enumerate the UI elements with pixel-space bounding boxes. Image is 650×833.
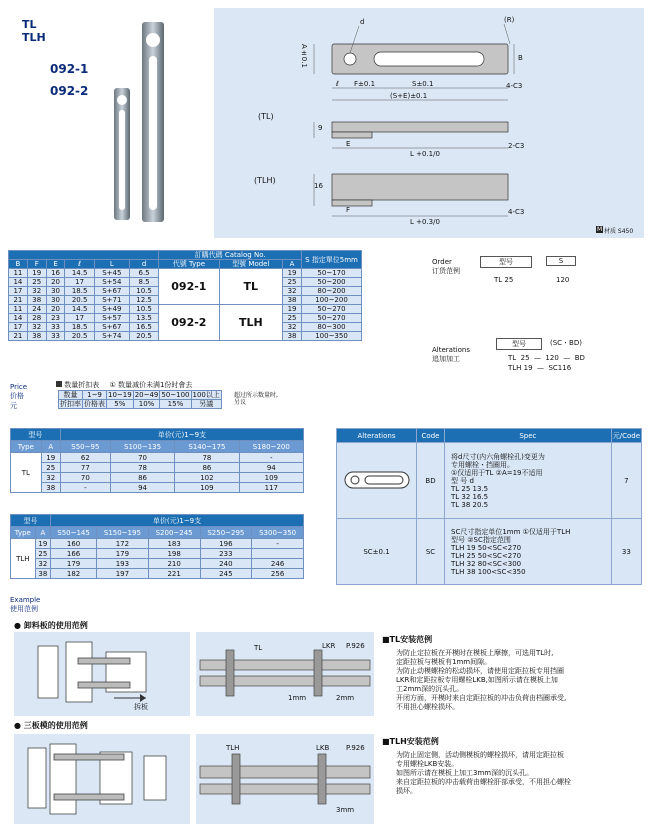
example-sec2: ● 三板模的使用范例 <box>14 721 88 730</box>
label-3mm: 3mm <box>336 806 355 814</box>
table-cell: 32 <box>283 323 302 332</box>
qty-cell: 1~9 <box>83 391 107 400</box>
sc-spec-line: TLH 25 50<SC<270 <box>451 551 522 560</box>
alt-col-price: 元/Code <box>611 429 641 443</box>
tl-note-line: 开闭方面，开模时来自定距拉板的冲击负荷由档圈承受, <box>396 694 567 702</box>
table-cell: S+74 <box>94 332 129 341</box>
order-ex-s: 120 <box>556 276 570 284</box>
order-label: Order <box>432 258 452 266</box>
table-cell: S+67 <box>94 323 129 332</box>
table-cell: 32 <box>27 323 46 332</box>
tl-notes <box>382 634 644 712</box>
tl-subheader: Type <box>11 441 42 453</box>
alter-example <box>432 346 470 364</box>
table-cell: 100~350 <box>302 332 362 341</box>
price-label-cn: 价格 <box>10 392 24 400</box>
price-cell: 78 <box>110 463 174 473</box>
example-panel-1 <box>14 632 190 716</box>
table-cell: 16 <box>46 269 65 278</box>
table-cell: 14 <box>9 314 28 323</box>
qty-cell: 20~49 <box>134 391 159 399</box>
table-cell: 20.5 <box>65 296 94 305</box>
example-label-cn: 使用范例 <box>10 605 38 613</box>
price-label-unit: 元 <box>10 402 17 410</box>
order-box-s: S <box>546 256 576 266</box>
price-cell: 38 <box>35 569 50 579</box>
price-cell: 62 <box>60 453 110 463</box>
table-cell: 33 <box>46 323 65 332</box>
tl-note-line: 为防止动模螺栓的松动损坏，请使用定距拉板专用挡圈 <box>396 667 564 675</box>
rate-cell: 价格表 <box>84 400 105 408</box>
model-cell: TL <box>219 269 283 305</box>
price-cell: - <box>239 453 303 463</box>
table-cell: 13.5 <box>129 314 158 323</box>
order-box-model: 型号 <box>480 256 532 268</box>
price-label <box>10 383 27 411</box>
tlh-head-price: 单价(元)1~9支 <box>51 515 304 527</box>
alt-col-code: Code <box>417 429 445 443</box>
table-row <box>11 463 304 473</box>
price-cell: 38 <box>41 483 60 493</box>
code-092-2: 092-2 <box>50 84 89 98</box>
col-a: A <box>283 260 302 269</box>
sc-spec-line: SC尺寸指定单位1mm ①仅适用于TLH <box>451 527 571 536</box>
label-lkr: LKR <box>322 642 336 650</box>
qty-cell: 10~19 <box>108 391 132 399</box>
tl-subheader: S100~135 <box>110 441 174 453</box>
label-tl: (TL) <box>258 112 274 121</box>
tl-note-line: 定距拉板与模板有1mm间隙。 <box>396 658 492 666</box>
sc-spec <box>445 519 612 585</box>
bd-spec <box>445 443 612 519</box>
alt-col-spec: Spec <box>445 429 612 443</box>
tl-subheader: S140~175 <box>175 441 239 453</box>
rate-cell: 折扣率 <box>60 400 81 408</box>
title-tlh: TLH <box>22 31 46 44</box>
model-cell: TLH <box>219 305 283 341</box>
col-s: S 指定單位5mm <box>302 251 362 269</box>
table-cell: 17 <box>65 314 94 323</box>
rate-cell: 15% <box>160 400 191 409</box>
price-cell: 166 <box>51 549 97 559</box>
three-plate-diagram <box>14 734 190 824</box>
table-row <box>11 559 304 569</box>
price-cell: 32 <box>41 473 60 483</box>
tl-notes-title: ■TL安装范例 <box>382 635 433 644</box>
tlh-note-line: 损坏。 <box>396 787 417 795</box>
tlh-subheader: S50~145 <box>51 527 97 539</box>
dim-l1: ℓ <box>336 80 339 88</box>
sc-alt: SC±0.1 <box>337 519 417 585</box>
order-ex-model: TL 25 <box>494 276 514 284</box>
table-cell: 17 <box>9 287 28 296</box>
price-cell: 19 <box>35 539 50 549</box>
alter-box-code: (SC・BD) <box>550 339 582 347</box>
tlh-subheader: S150~195 <box>97 527 149 539</box>
order-example <box>432 258 460 276</box>
sc-spec-line: 型号 ②SC指定范围 <box>451 535 511 544</box>
price-cell: 182 <box>51 569 97 579</box>
alter-label-cn: 追加加工 <box>432 355 460 363</box>
table-row <box>11 569 304 579</box>
table-cell: 28 <box>27 314 46 323</box>
dim-2c3: 2-C3 <box>508 142 525 150</box>
table-cell: 21 <box>9 296 28 305</box>
table-cell: 32 <box>27 287 46 296</box>
table-cell: 50~270 <box>302 314 362 323</box>
label-tlh: (TLH) <box>254 176 276 185</box>
price-cell: 86 <box>110 473 174 483</box>
plate-slot-icon <box>341 460 413 500</box>
spec-table <box>8 250 362 341</box>
tl-note-line: LKR和定距拉板专用螺栓LKB,如图所示请在模板上加 <box>396 676 558 684</box>
dim-16: 16 <box>314 182 323 190</box>
table-cell: 38 <box>283 296 302 305</box>
table-cell: 12.5 <box>129 296 158 305</box>
price-cell: 198 <box>148 549 200 559</box>
price-cell: 246 <box>252 559 304 569</box>
discount-table <box>58 390 222 409</box>
table-cell: 11 <box>9 305 28 314</box>
table-row <box>9 305 362 314</box>
table-cell: 11 <box>9 269 28 278</box>
tlh-subheader: S200~245 <box>148 527 200 539</box>
table-cell: 20.5 <box>65 332 94 341</box>
table-cell: 25 <box>283 314 302 323</box>
table-cell: 20.5 <box>129 332 158 341</box>
order-label-cn: 订货范例 <box>432 267 460 275</box>
table-cell: 8.5 <box>129 278 158 287</box>
type-code-cell: 092-1 <box>159 269 219 305</box>
bd-spec-line: 专用螺栓・挡圈用。 <box>451 460 514 469</box>
table-cell: 30 <box>46 287 65 296</box>
technical-drawing <box>214 8 644 238</box>
label-1mm: 1mm <box>288 694 307 702</box>
material-badge: M <box>597 226 603 233</box>
alterations-table <box>336 428 642 585</box>
col-L: L <box>94 260 129 269</box>
tl-note-line: 不用担心螺栓损坏。 <box>396 703 459 711</box>
bd-illustration <box>337 443 417 519</box>
tl-subheader: A <box>41 441 60 453</box>
table-cell: 16.5 <box>129 323 158 332</box>
label-p926-a: P.926 <box>346 642 365 650</box>
legend-qty: 数量折扣表 <box>64 381 100 389</box>
table-cell: 80~200 <box>302 287 362 296</box>
table-cell: 17 <box>65 278 94 287</box>
bd-spec-line: TL 25 13.5 <box>451 484 489 493</box>
tl-subheader: S180~200 <box>239 441 303 453</box>
table-cell: 14 <box>9 278 28 287</box>
price-table-tl <box>10 428 304 493</box>
title-tl: TL <box>22 18 37 31</box>
bd-spec-line: 将d尺寸(内六角螺栓孔)变更为 <box>451 452 545 461</box>
table-cell: S+67 <box>94 287 129 296</box>
price-cell: 233 <box>200 549 252 559</box>
example-sec1: ● 卸料板的使用范例 <box>14 621 88 630</box>
rate-cell: 另議 <box>191 400 221 409</box>
table-row <box>11 539 304 549</box>
price-cell: 109 <box>175 483 239 493</box>
table-cell: 20 <box>46 278 65 287</box>
price-cell: 179 <box>97 549 149 559</box>
material-label: 材质 S450 <box>604 228 634 235</box>
rate-cell: 5% <box>107 400 134 409</box>
col-b: B <box>9 260 28 269</box>
product-photo <box>110 16 180 226</box>
price-cell: 109 <box>239 473 303 483</box>
alt-col-alt: Alterations <box>337 429 417 443</box>
qty-cell: 100以上 <box>192 391 220 399</box>
code-092-1: 092-1 <box>50 62 89 76</box>
tl-note-line: 工2mm深的沉头孔。 <box>396 685 464 693</box>
table-cell: 30 <box>46 296 65 305</box>
table-cell: 100~200 <box>302 296 362 305</box>
table-cell: 6.5 <box>129 269 158 278</box>
table-cell: 80~300 <box>302 323 362 332</box>
table-cell: 19 <box>27 269 46 278</box>
price-cell: 70 <box>60 473 110 483</box>
bd-spec-line: TL 32 16.5 <box>451 492 489 501</box>
table-cell: S+45 <box>94 269 129 278</box>
tlh-subheader: S250~295 <box>200 527 252 539</box>
sc-spec-line: TLH 38 100<SC<350 <box>451 567 526 576</box>
label-2mm: 2mm <box>336 694 355 702</box>
price-cell: 70 <box>110 453 174 463</box>
product-titles <box>22 18 46 44</box>
table-cell: 23 <box>46 314 65 323</box>
legend-note: ① 数量减价未满1份时會去 <box>109 381 193 389</box>
qty-cell: 数量 <box>59 391 83 400</box>
table-cell: 18.5 <box>65 287 94 296</box>
price-cell: 25 <box>41 463 60 473</box>
alter-label: Alterations <box>432 346 471 354</box>
legend-square-icon <box>56 381 62 387</box>
bd-price: 7 <box>611 443 641 519</box>
sec2-text: 三板模的使用范例 <box>23 721 88 730</box>
tl-type-cell: TL <box>11 453 42 493</box>
price-cell: 197 <box>97 569 149 579</box>
price-cell: 78 <box>175 453 239 463</box>
stripper-diagram <box>14 632 190 716</box>
bd-spec-line: TL 38 20.5 <box>451 500 489 509</box>
table-cell: 38 <box>27 332 46 341</box>
price-cell: 94 <box>110 483 174 493</box>
table-cell: 10.5 <box>129 287 158 296</box>
table-cell: 50~200 <box>302 278 362 287</box>
dim-r: (R) <box>504 16 515 24</box>
dim-9: 9 <box>318 124 323 132</box>
table-row <box>11 549 304 559</box>
drawing-panel <box>214 8 644 238</box>
qty-cell: 50~100 <box>161 391 190 399</box>
table-cell: 32 <box>283 287 302 296</box>
price-cell: 19 <box>41 453 60 463</box>
price-cell: 183 <box>148 539 200 549</box>
table-cell: S+54 <box>94 278 129 287</box>
table-cell: 21 <box>9 332 28 341</box>
dim-se: (S+E)±0.1 <box>390 92 428 100</box>
catalog-table <box>8 250 362 341</box>
tlh-type-cell: TLH <box>11 539 36 579</box>
price-table-tlh <box>10 514 304 579</box>
col-f: F <box>27 260 46 269</box>
dim-a: A±0.1 <box>300 44 308 68</box>
dim-b: B <box>518 54 523 62</box>
tlh-note-line: 如图所示请在模板上加工3mm深的沉头孔。 <box>396 769 534 777</box>
price-cell: 32 <box>35 559 50 569</box>
table-cell: 10.5 <box>129 305 158 314</box>
price-label-en: Price <box>10 383 28 391</box>
table-cell: S+57 <box>94 314 129 323</box>
product-image <box>110 16 180 224</box>
table-cell: 50~170 <box>302 269 362 278</box>
dim-l-tl: L +0.1/0 <box>410 150 440 158</box>
example-panel-3 <box>14 734 190 824</box>
table-row <box>11 453 304 463</box>
type-code-cell: 092-2 <box>159 305 219 341</box>
sc-price: 33 <box>611 519 641 585</box>
dim-e: E <box>346 140 351 148</box>
example-label <box>10 596 40 614</box>
price-cell: 240 <box>200 559 252 569</box>
table-cell: 25 <box>283 278 302 287</box>
example-panel-4 <box>196 734 374 824</box>
dim-l-tlh: L +0.3/0 <box>410 218 440 226</box>
tlh-subheader: A <box>35 527 50 539</box>
table-cell: 14.5 <box>65 305 94 314</box>
table-cell: 19 <box>283 269 302 278</box>
discount-legend <box>56 380 192 390</box>
col-type: 代號 Type <box>159 260 219 269</box>
table-cell: 20 <box>46 305 65 314</box>
alter-box-model: 型号 <box>496 338 542 350</box>
dim-f: F±0.1 <box>354 80 376 88</box>
table-cell: 33 <box>46 332 65 341</box>
price-cell: 245 <box>200 569 252 579</box>
tlh-subheader: S300~350 <box>252 527 304 539</box>
example-panel-2 <box>196 632 374 716</box>
tl-note-line: 为防止定拉板在开模时在模板上摩擦，可选用TL时, <box>396 649 554 657</box>
catalog-header: 訂購代碼 Catalog No. <box>159 251 302 260</box>
tlh-note-line: 来自定距拉板的冲击载荷由螺栓肝部承受，不用担心螺栓 <box>396 778 571 786</box>
table-cell: 38 <box>27 296 46 305</box>
tl-head-type: 型号 <box>11 429 61 441</box>
dim-4c3-a: 4-C3 <box>506 82 523 90</box>
table-cell: S+49 <box>94 305 129 314</box>
price-cell: 77 <box>60 463 110 473</box>
price-cell: 25 <box>35 549 50 559</box>
tl-subheader: S50~95 <box>60 441 110 453</box>
col-model: 型號 Model <box>219 260 283 269</box>
bd-spec-line: ①仅适用于TL ②A=19不适用 <box>451 468 543 477</box>
tl-head-price: 单价(元)1~9支 <box>60 429 303 441</box>
bd-code: BD <box>417 443 445 519</box>
example-label-en: Example <box>10 596 41 604</box>
bd-spec-line: 型 号 d <box>451 476 474 485</box>
dim-4c3-b: 4-C3 <box>508 208 525 216</box>
alter-ex2: TLH 19 — SC116 <box>508 364 572 372</box>
col-e: E <box>46 260 65 269</box>
col-l: ℓ <box>65 260 94 269</box>
table-cell: 50~270 <box>302 305 362 314</box>
table-cell: 25 <box>27 278 46 287</box>
table-cell: 24 <box>27 305 46 314</box>
alter-ex1: TL 25 — 120 — BD <box>508 354 585 362</box>
table-row <box>9 269 362 278</box>
sc-spec-line: TLH 32 80<SC<300 <box>451 559 522 568</box>
sc-code: SC <box>417 519 445 585</box>
tlh-notes-title: ■TLH安装范例 <box>382 737 439 746</box>
label-tl-ex: TL <box>254 644 263 652</box>
price-cell: - <box>60 483 110 493</box>
discount-note: 超过所示数量时, 另议 <box>234 392 278 406</box>
rate-cell: 10% <box>133 400 160 409</box>
dim-s: S±0.1 <box>412 80 434 88</box>
table-cell: S+71 <box>94 296 129 305</box>
price-cell: 117 <box>239 483 303 493</box>
price-cell: 94 <box>239 463 303 473</box>
label-p926-b: P.926 <box>346 744 365 752</box>
tlh-notes <box>382 736 644 796</box>
tlh-note-line: 专用螺栓LKB安装。 <box>396 760 459 768</box>
table-cell: 38 <box>283 332 302 341</box>
price-cell: 86 <box>175 463 239 473</box>
tlh-note-line: 为防止固定侧，活动侧模板的螺栓损坏，请用定距拉板 <box>396 751 564 759</box>
sec1-text: 卸料板的使用范例 <box>23 621 88 630</box>
price-cell: 172 <box>97 539 149 549</box>
price-cell: 160 <box>51 539 97 549</box>
price-cell: - <box>252 539 304 549</box>
price-cell: 256 <box>252 569 304 579</box>
dim-d: d <box>360 18 365 26</box>
arrow-label: 拆板 <box>134 703 148 711</box>
price-cell: 102 <box>175 473 239 483</box>
sc-spec-line: TLH 19 50<SC<270 <box>451 543 522 552</box>
price-cell: 221 <box>148 569 200 579</box>
table-cell: 18.5 <box>65 323 94 332</box>
price-cell: 193 <box>97 559 149 569</box>
price-cell: 210 <box>148 559 200 569</box>
price-cell: 196 <box>200 539 252 549</box>
table-cell: 17 <box>9 323 28 332</box>
dim-f2: F <box>346 206 351 214</box>
price-cell <box>252 549 304 559</box>
table-row <box>11 473 304 483</box>
tlh-subheader: Type <box>11 527 36 539</box>
table-cell: 14.5 <box>65 269 94 278</box>
price-cell: 179 <box>51 559 97 569</box>
col-d: d <box>129 260 158 269</box>
tlh-head-type: 型号 <box>11 515 51 527</box>
label-lkb: LKB <box>316 744 330 752</box>
label-tlh-ex: TLH <box>226 744 240 752</box>
table-row <box>11 483 304 493</box>
table-cell: 19 <box>283 305 302 314</box>
